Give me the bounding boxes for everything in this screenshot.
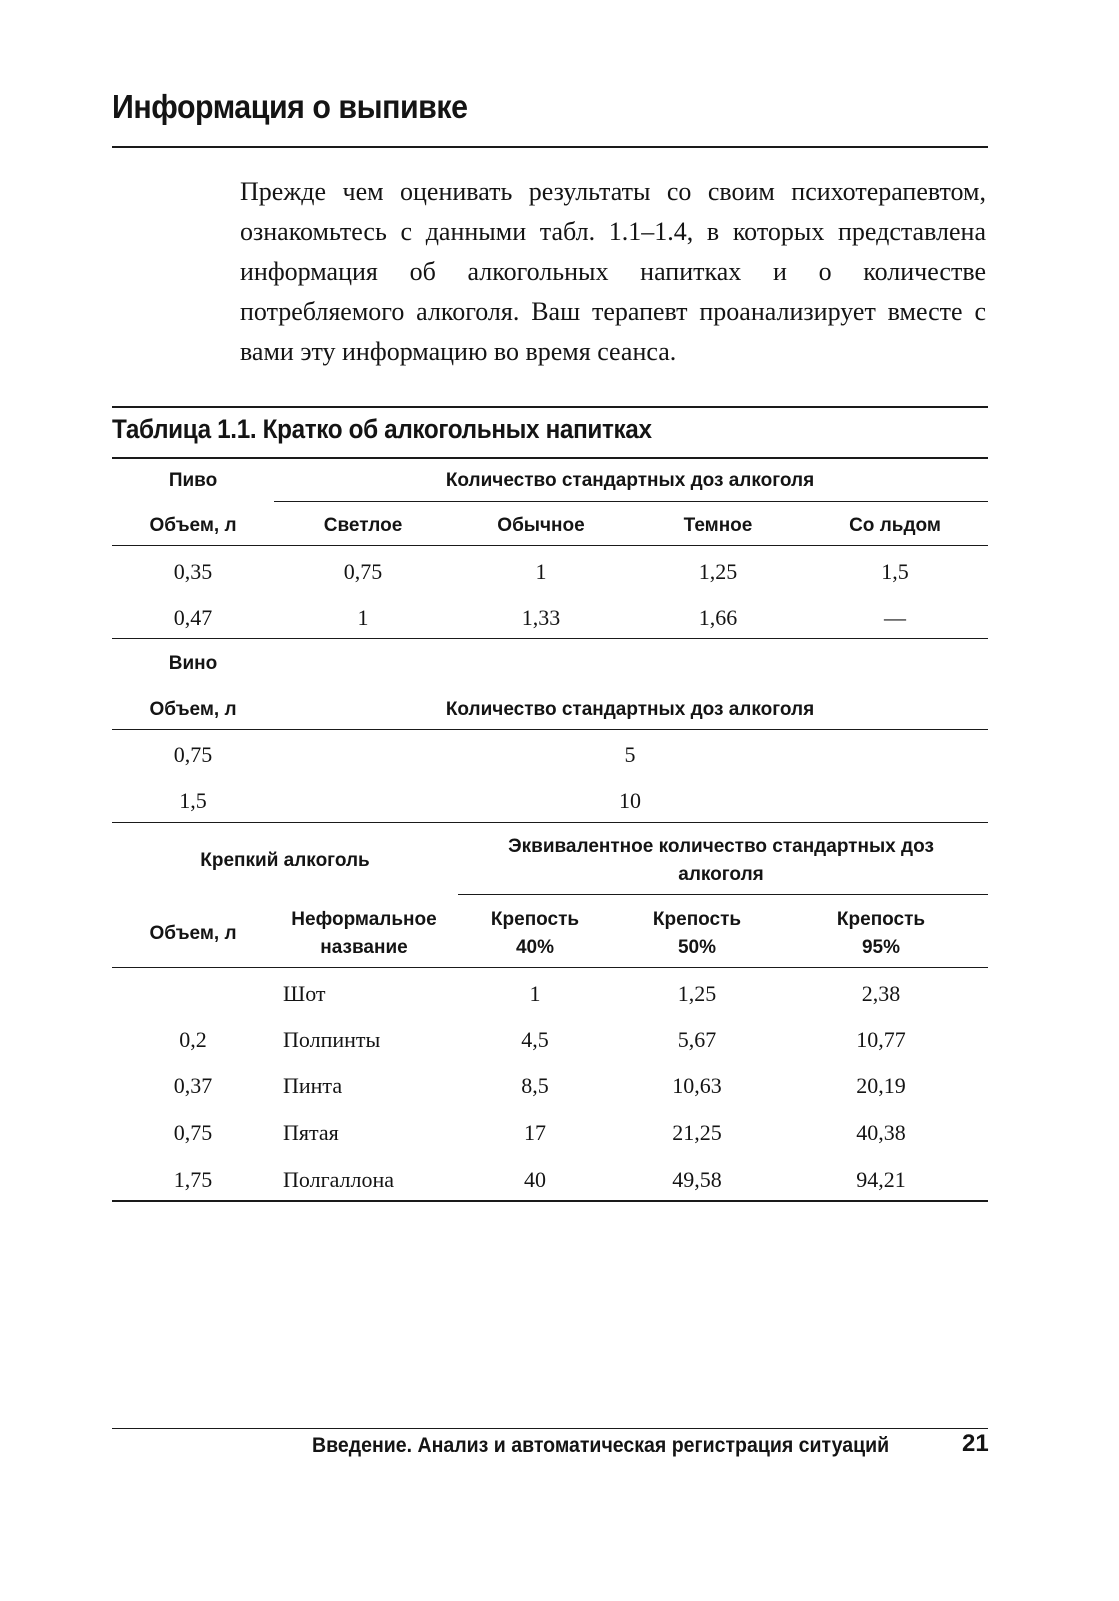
table-cell: 1: [529, 981, 541, 1006]
spirits-strength-95-line2: 95%: [861, 937, 901, 958]
spirits-label: Крепкий алкоголь: [200, 850, 370, 871]
beer-bottom-rule: [112, 638, 988, 639]
section-title: Информация о выпивке: [112, 88, 468, 125]
table-cell: 49,58: [672, 1167, 722, 1192]
page-number: 21: [962, 1430, 989, 1457]
wine-label: Вино: [168, 653, 218, 674]
spirits-equiv-rule: [458, 894, 988, 895]
table-cell: 10,63: [672, 1073, 722, 1098]
table-cell: 1,75: [173, 1167, 213, 1192]
table-cell: 1: [535, 559, 547, 584]
table-cell: —: [884, 605, 906, 630]
table-cell: 1,25: [677, 981, 717, 1006]
intro-paragraph: Прежде чем оценивать результаты со своим психотерапевтом, ознакомьтесь с данными табл. 1.1–1.4, в которых представлена информация об алкогольных напитках и о количестве потребляемого алкоголя. Ваш терапевт проанализирует вместе с вами эту информацию во время сеанса.: [240, 177, 986, 366]
table-cell: Полпинты: [283, 1027, 381, 1052]
table-cell: 20,19: [856, 1073, 906, 1098]
table-cell: 0,75: [173, 742, 213, 767]
beer-col-regular: Обычное: [497, 515, 585, 536]
table-cell: 1,5: [179, 788, 207, 813]
spirits-strength-40-line1: Крепость: [490, 909, 580, 930]
table-cell: 0,75: [343, 559, 383, 584]
beer-doses-rule: [274, 501, 988, 502]
table-cell: 2,38: [861, 981, 901, 1006]
table-cell: 1,5: [881, 559, 909, 584]
spirits-name-header-line1: Неформальное: [291, 909, 437, 930]
table-title-rule: [112, 457, 988, 459]
beer-col-light: Светлое: [323, 515, 403, 536]
table-cell: 10: [619, 788, 641, 813]
table-cell: 0,37: [173, 1073, 213, 1098]
beer-col-dark: Темное: [683, 515, 753, 536]
beer-label: Пиво: [168, 470, 218, 491]
table-cell: 0,47: [173, 605, 213, 630]
table-cell: 5,67: [677, 1027, 717, 1052]
table-cell: 94,21: [856, 1167, 906, 1192]
table-cell: Пятая: [283, 1120, 339, 1145]
table-cell: 1,25: [698, 559, 738, 584]
table-cell: 1,66: [698, 605, 738, 630]
spirits-strength-50-line1: Крепость: [652, 909, 742, 930]
spirits-strength-50-line2: 50%: [677, 937, 717, 958]
spirits-equiv-header-line1: Эквивалентное количество стандартных доз: [508, 836, 934, 857]
spirits-volume-header: Объем, л: [149, 923, 237, 944]
table-cell: 10,77: [856, 1027, 906, 1052]
table-bottom-rule: [112, 1200, 988, 1202]
table-cell: 17: [524, 1120, 546, 1145]
spirits-name-header-line2: название: [320, 937, 408, 958]
table-cell: 40: [524, 1167, 546, 1192]
table-cell: 40,38: [856, 1120, 906, 1145]
table-cell: 1,33: [521, 605, 561, 630]
spirits-equiv-header-line2: алкоголя: [678, 864, 764, 885]
spirits-header-rule: [112, 967, 988, 968]
table-cell: 4,5: [521, 1027, 549, 1052]
wine-volume-header: Объем, л: [149, 699, 237, 720]
table-cell: 0,35: [173, 559, 213, 584]
table-cell: 1: [357, 605, 369, 630]
wine-bottom-rule: [112, 822, 988, 823]
table-cell: 21,25: [672, 1120, 722, 1145]
table-cell: Пинта: [283, 1073, 343, 1098]
beer-volume-header: Объем, л: [149, 515, 237, 536]
running-footer: Введение. Анализ и автоматическая регистрация ситуаций: [312, 1434, 890, 1457]
wine-doses-header: Количество стандартных доз алкоголя: [445, 699, 815, 720]
table-title: Таблица 1.1. Кратко об алкогольных напитках: [112, 414, 652, 444]
spirits-strength-95-line1: Крепость: [836, 909, 926, 930]
beer-header-rule: [112, 545, 988, 546]
table-cell: Шот: [283, 981, 326, 1006]
beer-doses-header: Количество стандартных доз алкоголя: [445, 470, 815, 491]
table-cell: 0,75: [173, 1120, 213, 1145]
table-cell: 8,5: [521, 1073, 549, 1098]
spirits-strength-40-line2: 40%: [515, 937, 555, 958]
wine-header-rule: [112, 729, 988, 730]
table-cell: 0,2: [179, 1027, 207, 1052]
section-title-rule: [112, 146, 988, 148]
table-top-rule: [112, 406, 988, 408]
footer-rule: [112, 1428, 988, 1429]
table-cell: Полгаллона: [283, 1167, 395, 1192]
table-cell: 5: [624, 742, 636, 767]
beer-col-ice: Со льдом: [849, 515, 941, 536]
